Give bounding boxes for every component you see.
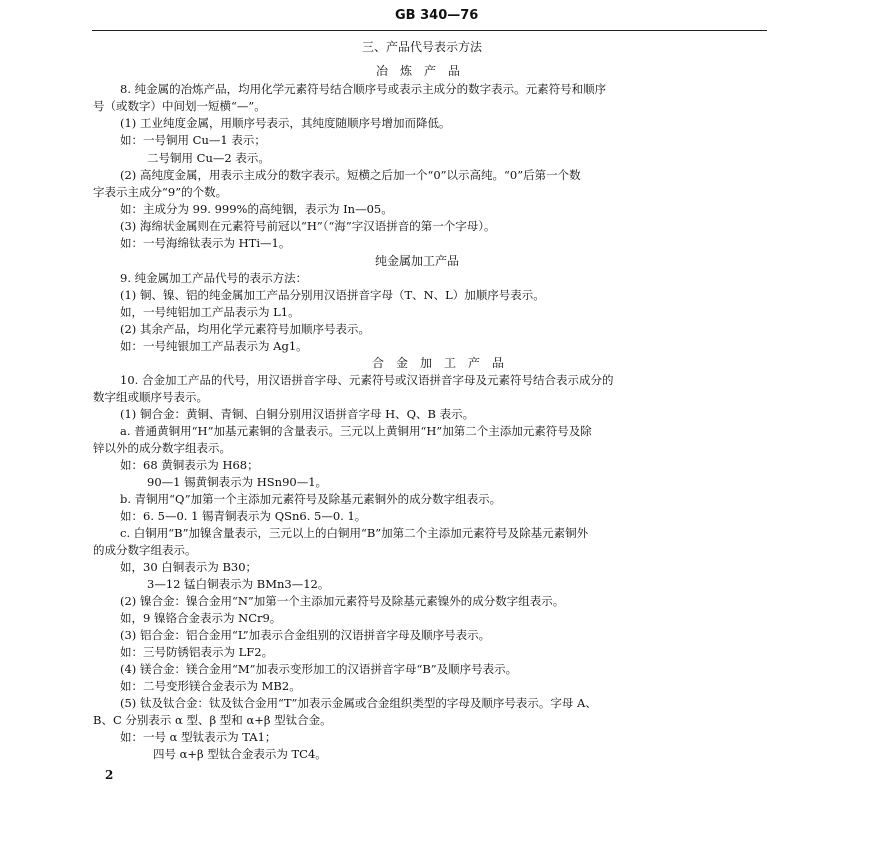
subsection-heading: 纯金属加工产品 (375, 254, 460, 268)
example-line: 90—1 锡黄铜表示为 HSn90—1。 (147, 475, 328, 489)
page-number: 2 (105, 768, 114, 782)
section-title: 三、产品代号表示方法 (362, 40, 483, 54)
example-line: 二号铜用 Cu—2 表示。 (147, 151, 270, 165)
paragraph-line: 9. 纯金属加工产品代号的表示方法： (120, 271, 308, 285)
example-line: 3—12 锰白铜表示为 BMn3—12。 (147, 577, 330, 591)
example-line: 如，一号纯铝加工产品表示为 L1。 (120, 305, 300, 319)
paragraph-line: (1) 工业纯度金属，用顺序号表示，其纯度随顺序号增加而降低。 (120, 116, 451, 130)
paragraph-line: (5) 钛及钛合金：钛及钛合金用“T”加表示金属或合金组织类型的字母及顺序号表示。字母 A、 (120, 696, 597, 710)
subsection-heading: 合 金 加 工 产 品 (372, 356, 505, 370)
subsection-heading: 冶 炼 产 品 (376, 64, 461, 78)
paragraph-line: 的成分数字组表示。 (93, 543, 197, 557)
example-line: 如：主成分为 99. 999%的高纯铟，表示为 In—05。 (120, 202, 393, 216)
paragraph-line: 号（或数字）中间划一短横“—”。 (93, 99, 266, 113)
paragraph-line: B、C 分别表示 α 型、β 型和 α+β 型钛合金。 (93, 713, 332, 727)
paragraph-line: (1) 铜、镍、铝的纯金属加工产品分别用汉语拼音字母（T、N、L）加顺序号表示。 (120, 288, 545, 302)
paragraph-line: (2) 镍合金：镍合金用“N”加第一个主添加元素符号及除基元素镍外的成分数字组表示。 (120, 594, 565, 608)
example-line: 如：一号海绵钛表示为 HTi—1。 (120, 236, 291, 250)
paragraph-line: a. 普通黄铜用“H”加基元素铜的含量表示。三元以上黄铜用“H”加第二个主添加元素符号及除 (120, 424, 592, 438)
example-line: 如：68 黄铜表示为 H68； (120, 458, 259, 472)
example-line: 如：一号铜用 Cu—1 表示； (120, 133, 266, 147)
paragraph-line: (3) 铝合金：铝合金用“L”加表示合金组别的汉语拼音字母及顺序号表示。 (120, 628, 491, 642)
doc-code: GB 340—76 (395, 8, 479, 23)
paragraph-line: (1) 铜合金：黄铜、青铜、白铜分别用汉语拼音字母 H、Q、B 表示。 (120, 407, 475, 421)
paragraph-line: (2) 其余产品，均用化学元素符号加顺序号表示。 (120, 322, 370, 336)
example-line: 如：6. 5—0. 1 锡青铜表示为 QSn6. 5—0. 1。 (120, 509, 367, 523)
paragraph-line: c. 白铜用“B”加镍含量表示，三元以上的白铜用“B”加第二个主添加元素符号及除基元素铜外 (120, 526, 589, 540)
paragraph-line: 数字组或顺序号表示。 (93, 390, 208, 404)
page-header (0, 6, 870, 26)
example-line: 四号 α+β 型钛合金表示为 TC4。 (153, 747, 327, 761)
example-line: 如：一号纯银加工产品表示为 Ag1。 (120, 339, 308, 353)
paragraph-line: 10. 合金加工产品的代号，用汉语拼音字母、元素符号或汉语拼音字母及元素符号结合表示成分的 (120, 373, 614, 387)
paragraph-line: 8. 纯金属的冶炼产品，均用化学元素符号结合顺序号或表示主成分的数字表示。元素符号和顺序 (120, 82, 607, 96)
example-line: 如：三号防锈铝表示为 LF2。 (120, 645, 274, 659)
example-line: 如：二号变形镁合金表示为 MB2。 (120, 679, 301, 693)
example-line: 如：一号 α 型钛表示为 TA1； (120, 730, 277, 744)
paragraph-line: 字表示主成分“9”的个数。 (93, 185, 228, 199)
paragraph-line: (4) 镁合金：镁合金用“M”加表示变形加工的汉语拼音字母“B”及顺序号表示。 (120, 662, 518, 676)
paragraph-line: 锌以外的成分数字组表示。 (93, 441, 231, 455)
paragraph-line: (3) 海绵状金属则在元素符号前冠以“H”（“海”字汉语拼音的第一个字母）。 (120, 219, 496, 233)
example-line: 如，30 白铜表示为 B30； (120, 560, 258, 574)
example-line: 如，9 镍铬合金表示为 NCr9。 (120, 611, 282, 625)
header-rule (92, 30, 767, 31)
paragraph-line: (2) 高纯度金属，用表示主成分的数字表示。短横之后加一个“0”以示高纯。“0”后第一个数 (120, 168, 581, 182)
paragraph-line: b. 青铜用“Q”加第一个主添加元素符号及除基元素铜外的成分数字组表示。 (120, 492, 502, 506)
